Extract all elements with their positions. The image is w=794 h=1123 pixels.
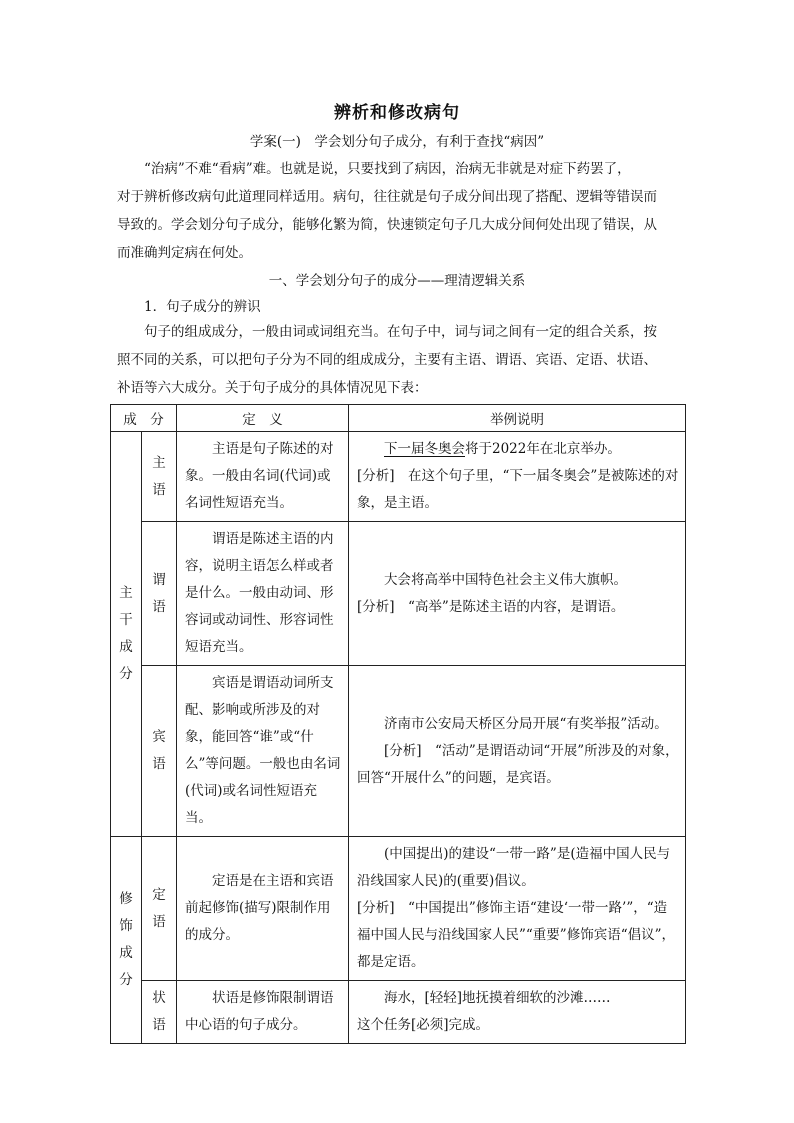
- table-header-row: [111, 405, 686, 432]
- header-component: 成 分: [111, 405, 177, 432]
- definition-cell: 状语是修饰限制谓语中心语的句子成分。: [177, 981, 349, 1044]
- table-row: [111, 432, 686, 522]
- intro-line: 而准确判定病在何处。: [117, 245, 252, 261]
- lesson-subtitle: 学案(一) 学会划分句子成分，有利于查找“病因”: [249, 134, 545, 150]
- analysis-text: [分析] “活动”是谓语动词“开展”所涉及的对象，回答“开展什么”的问题，是宾语。: [357, 742, 679, 786]
- header-definition: 定 义: [177, 405, 349, 432]
- example-cell: [349, 432, 686, 522]
- underlined-subject: 下一届冬奥会: [384, 441, 465, 457]
- table-row: [111, 666, 686, 837]
- component-name-cell: [142, 666, 177, 837]
- component-name: 宾语: [152, 729, 166, 772]
- section-heading: 一、学会划分句子的成分——理清逻辑关系: [268, 273, 526, 289]
- example-text: 海水，[轻轻]地抚摸着细软的沙滩……: [384, 990, 611, 1006]
- group-main-label: 主干成分: [119, 585, 133, 682]
- example-cell: [349, 981, 686, 1044]
- component-name: 主语: [152, 454, 166, 498]
- example-text: 济南市公安局天桥区分局开展“有奖举报”活动。: [384, 715, 668, 732]
- definition-cell: 主语是句子陈述的对象。一般由名词(代词)或名词性短语充当。: [177, 432, 349, 522]
- component-name: 状语: [152, 990, 166, 1033]
- example-cell: [349, 837, 686, 981]
- table-row: [111, 837, 686, 981]
- example-text: 将于2022年在北京举办。: [465, 441, 621, 457]
- group-main-cell: [111, 432, 142, 837]
- sub-heading: 1．句子成分的辨识: [144, 299, 261, 315]
- intro-line: “治病”不难“看病”难。也就是说，只要找到了病因，治病无非就是对症下药罢了，: [144, 161, 631, 177]
- analysis-text: [分析] 在这个句子里，“下一届冬奥会”是被陈述的对象，是主语。: [357, 468, 679, 511]
- definition-cell: 谓语是陈述主语的内容，说明主语怎么样或者是什么。一般由动词、形容词或动词性、形容词性短语充当。: [177, 522, 349, 666]
- paragraph-line: 补语等六大成分。关于句子成分的具体情况见下表：: [117, 380, 428, 396]
- sentence-components-table: [110, 404, 686, 1044]
- header-example: 举例说明: [349, 405, 686, 432]
- example-cell: [349, 666, 686, 837]
- definition-cell: 宾语是谓语动词所支配、影响或所涉及的对象，能回答“谁”或“什么”等问题。一般也由名词(代词)或名词性短语充当。: [177, 666, 349, 837]
- definition-cell: 定语是在主语和宾语前起修饰(描写)限制作用的成分。: [177, 837, 349, 981]
- example-cell: [349, 522, 686, 666]
- component-name-cell: [142, 981, 177, 1044]
- group-mod-cell: [111, 837, 142, 1044]
- component-name-cell: [142, 837, 177, 981]
- component-name: 谓语: [152, 571, 166, 615]
- example-text: 这个任务[必须]完成。: [357, 1017, 490, 1033]
- table-row: [111, 522, 686, 666]
- component-name-cell: [142, 522, 177, 666]
- table-row: [111, 981, 686, 1044]
- example-text: (中国提出)的建设“一带一路”是(造福中国人民与沿线国家人民)的(重要)倡议。: [357, 846, 671, 889]
- intro-line: 导致的。学会划分句子成分，能够化繁为简，快速锁定句子几大成分间何处出现了错误，从: [117, 217, 657, 233]
- intro-line: 对于辨析修改病句此道理同样适用。病句，往往就是句子成分间出现了搭配、逻辑等错误而: [117, 189, 657, 205]
- group-mod-label: 修饰成分: [119, 891, 133, 988]
- component-name-cell: [142, 432, 177, 522]
- analysis-text: [分析] “高举”是陈述主语的内容，是谓语。: [357, 598, 625, 615]
- analysis-text: [分析] “中国提出”修饰主语“建设‘一带一路’”，“造福中国人民与沿线国家人民”“重要”修饰宾语“倡议”，都是定语。: [357, 900, 676, 970]
- component-name: 定语: [152, 886, 166, 930]
- paragraph-line: 句子的组成成分，一般由词或词组充当。在句子中，词与词之间有一定的组合关系，按: [144, 324, 657, 340]
- paragraph-line: 照不同的关系，可以把句子分为不同的组成成分，主要有主语、谓语、宾语、定语、状语、: [117, 352, 657, 368]
- page-title: 辨析和修改病句: [334, 103, 460, 123]
- example-text: 大会将高举中国特色社会主义伟大旗帜。: [384, 571, 627, 588]
